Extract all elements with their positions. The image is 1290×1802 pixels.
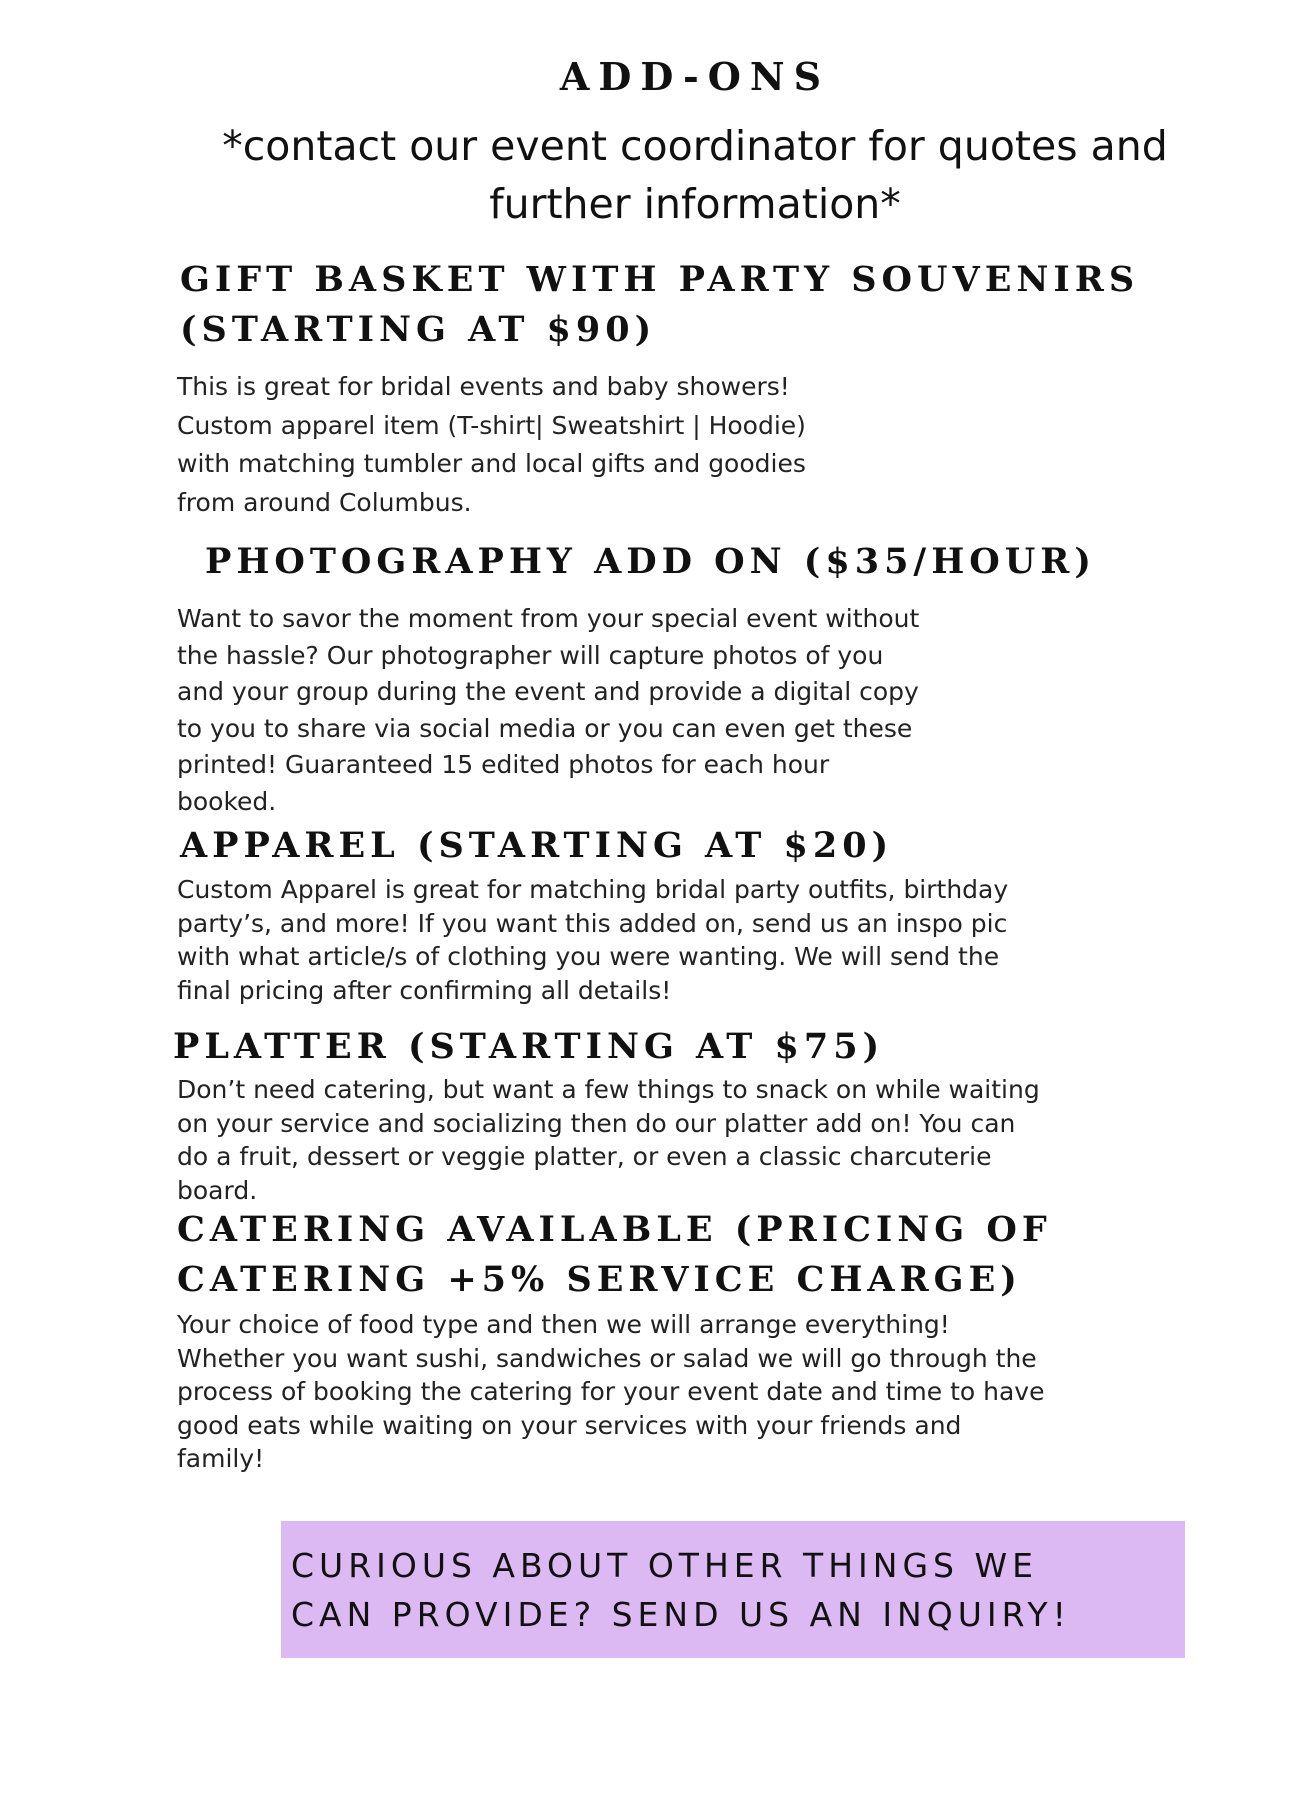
section-heading-photography: PHOTOGRAPHY ADD ON ($35/HOUR) [205,541,1096,582]
section-heading-platter: PLATTER (STARTING AT $75) [173,1026,885,1067]
section-heading-gift-basket: GIFT BASKET WITH PARTY SOUVENIRS (STARTING AT $90) [180,259,1140,350]
inquiry-callout-text: CURIOUS ABOUT OTHER THINGS WE CAN PROVIDE? SEND US AN INQUIRY! [291,1546,1071,1634]
page-subtitle: *contact our event coordinator for quotes and further information* [222,122,1168,228]
inquiry-callout [281,1521,1185,1658]
section-body-photography: Want to savor the moment from your special event without the hassle? Our photographer will capture photos of you and your group during the event and provide a digital copy to you to share via social media or you can even get these printed! Guaranteed 15 edited photos for each hour booked. [177,604,920,816]
section-body-platter: Don’t need catering, but want a few things to snack on while waiting on your service and socializing then do our platter add on! You can do a fruit, dessert or veggie platter, or even a classic charcuterie board. [177,1075,1040,1205]
page-title: ADD-ONS [559,54,831,99]
section-body-catering: Your choice of food type and then we will arrange everything! Whether you want sushi, sandwiches or salad we will go through the process of booking the catering for your event date and time to have good eats while waiting on your services with your friends and family! [177,1310,1045,1473]
section-heading-catering: CATERING AVAILABLE (PRICING OF CATERING +5% SERVICE CHARGE) [177,1209,1052,1300]
section-body-gift-basket: This is great for bridal events and baby showers! Custom apparel item (T-shirt| Sweatshirt | Hoodie) with matching tumbler and local gifts and goodies from around Columbus. [177,372,806,517]
section-body-apparel: Custom Apparel is great for matching bridal party outfits, birthday party’s, and more! If you want this added on, send us an inspo pic with what article/s of clothing you were wanting. We will send the final pricing after confirming all details! [177,875,1009,1005]
section-heading-apparel: APPAREL (STARTING AT $20) [180,825,894,866]
